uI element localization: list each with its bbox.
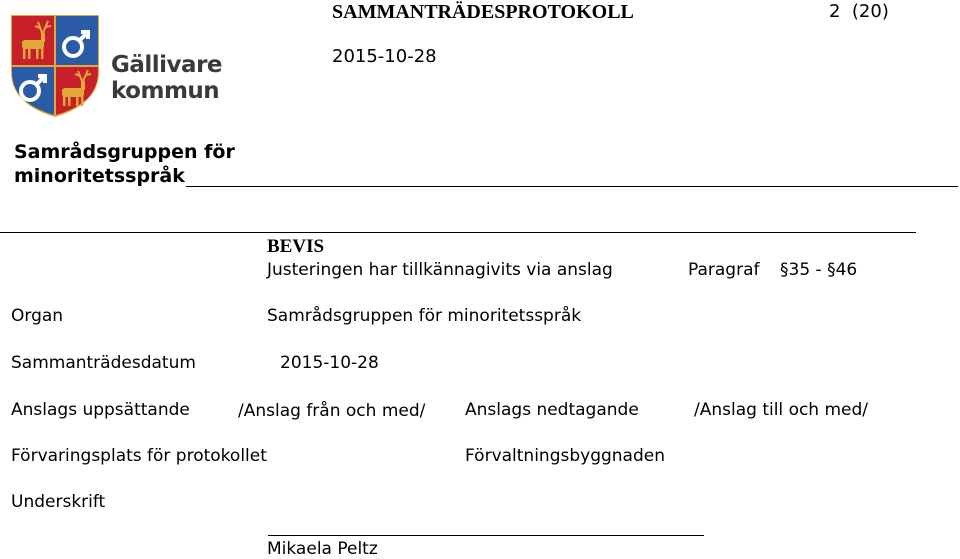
storage-value: Förvaltningsbyggnaden [465,446,665,466]
committee-name-line2: minoritetsspråk [14,165,185,187]
paragraph-label: Paragraf [688,260,760,280]
header-date: 2015-10-28 [332,46,437,67]
posting-value: /Anslag från och med/ [238,401,426,421]
organ-label: Organ [11,306,64,326]
committee-name-line1: Samrådsgruppen för [14,141,235,163]
header-rule [186,186,958,187]
paragraph-range: §35 - §46 [780,260,858,280]
bevis-heading: BEVIS [267,236,325,257]
logo-wordmark [111,52,222,104]
committee-name [14,140,235,188]
page-indicator: 2 (20) [829,1,889,22]
posting-label: Anslags uppsättande [11,400,190,420]
bevis-top-rule [0,232,916,233]
meeting-date-value: 2015-10-28 [280,353,379,373]
storage-label: Förvaringsplats för protokollet [11,446,267,466]
logo-text-line2: kommun [111,78,220,104]
signature-label: Underskrift [11,492,106,512]
municipality-logo [10,14,223,118]
removal-label: Anslags nedtagande [465,400,639,420]
signature-name: Mikaela Peltz [267,539,378,559]
logo-text-line1: Gällivare [111,52,223,78]
meeting-date-label: Sammanträdesdatum [11,353,196,373]
organ-value: Samrådsgruppen för minoritetsspråk [267,306,582,326]
signature-line [268,535,704,536]
justering-text: Justeringen har tillkännagivits via anslag [267,260,613,280]
coat-of-arms-icon [10,14,100,118]
protocol-title: SAMMANTRÄDESPROTOKOLL [332,1,634,23]
removal-value: /Anslag till och med/ [694,400,869,420]
